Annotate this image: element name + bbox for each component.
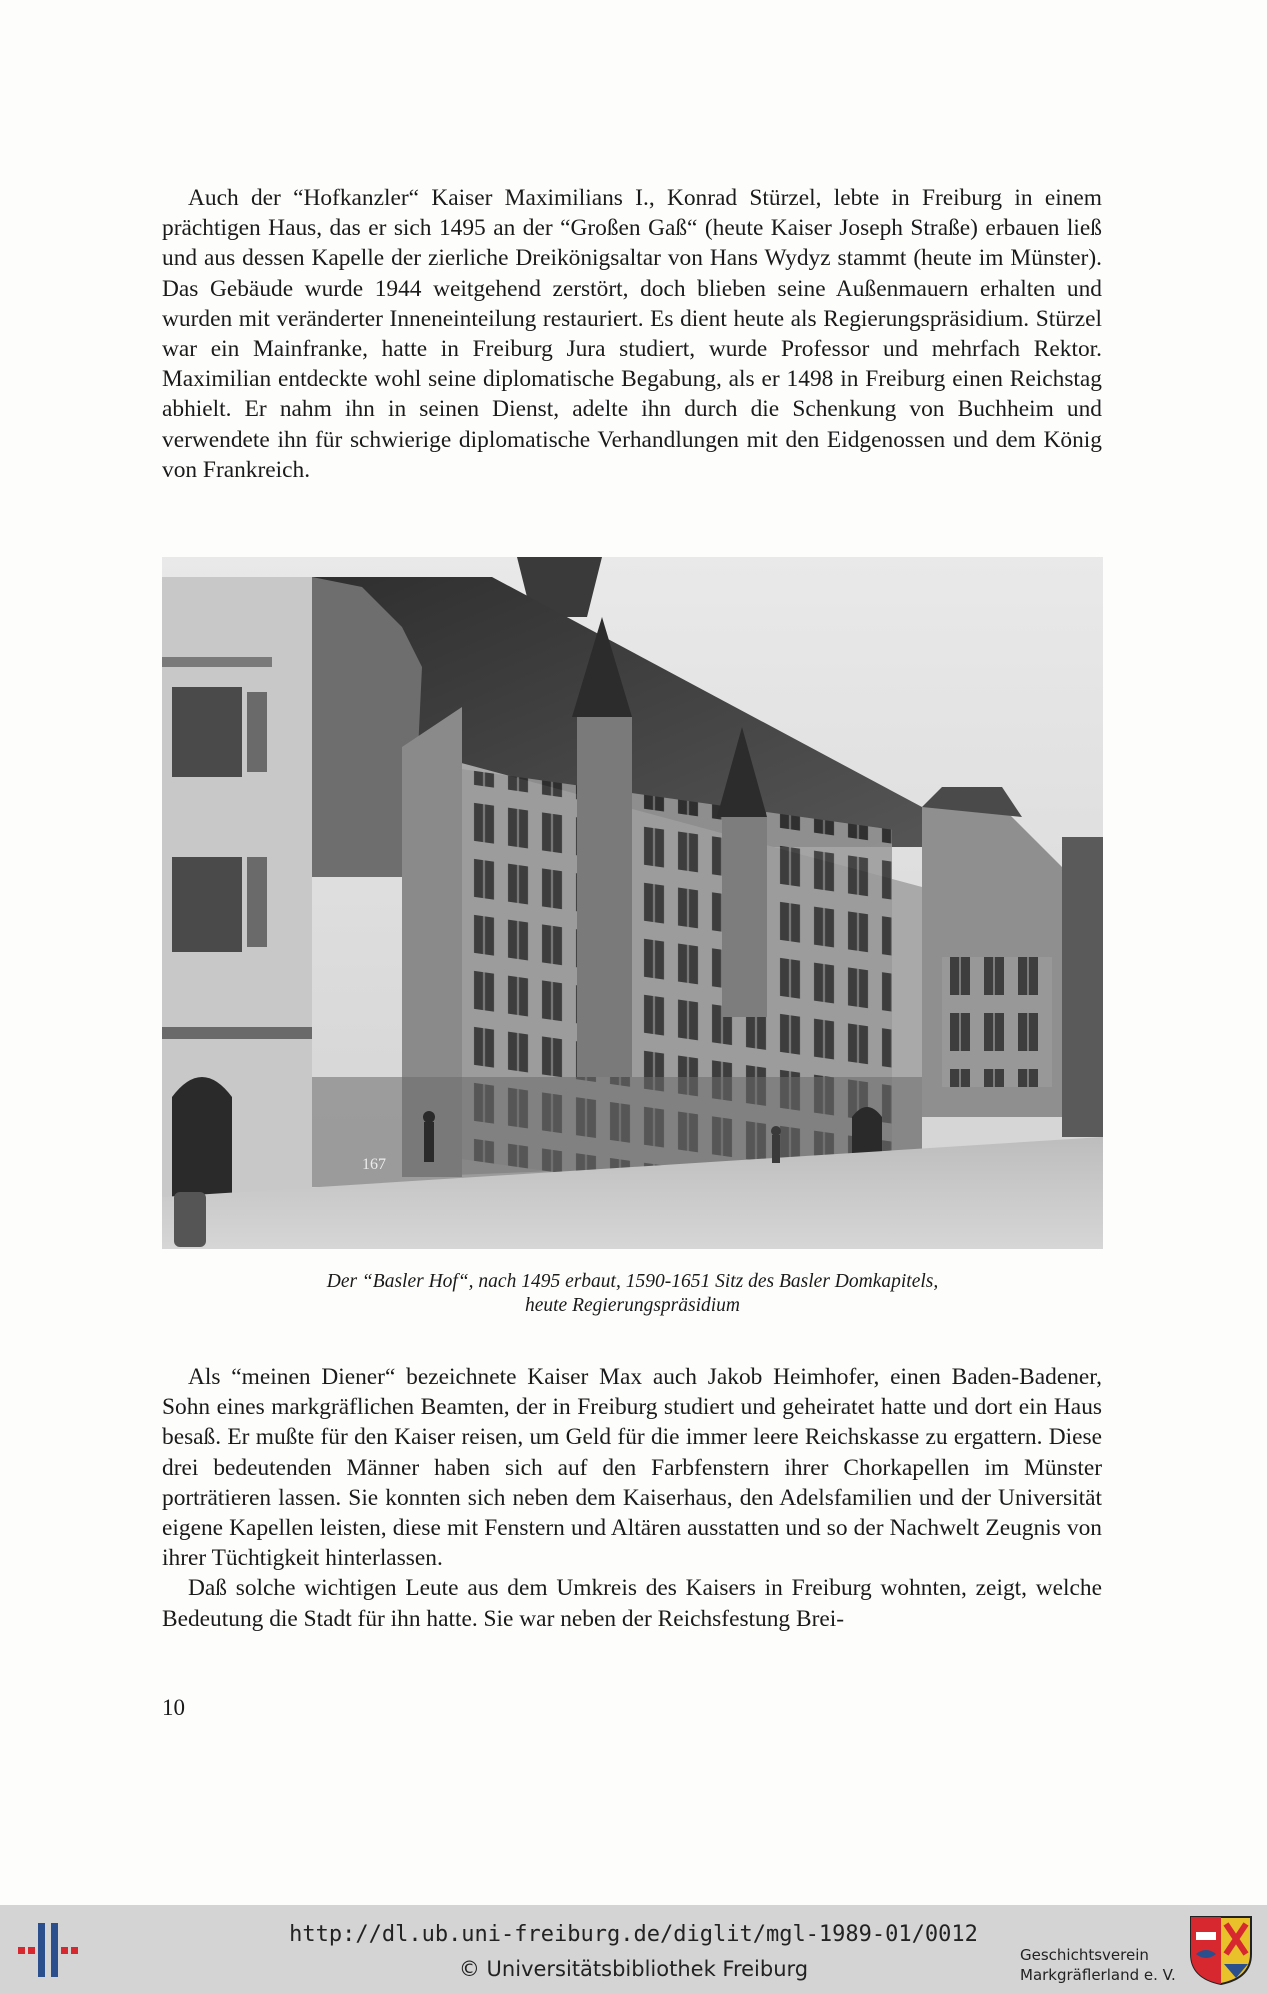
figure-caption [162, 1270, 1103, 1318]
paragraph-text: Auch der “Hofkanzler“ Kaiser Maximilians I., Konrad Stürzel, lebte in Freiburg in einem prächtigen Haus, das er sich 1495 an der “Großen Gaß“ (heute Kaiser Joseph Straße) erbauen ließ und aus dessen Kapelle der zierliche Dreikönigsaltar von Hans Wydyz stammt (heute im Münster). Das Gebäude wurde 1944 weitgehend zerstört, doch blieben seine Außenmauern erhalten und wurden mit veränderter Inneneinteilung restauriert. Es dient heute als Regierungspräsidium. Stürzel war ein Mainfranke, hatte in Freiburg Jura studiert, wurde Professor und mehrfach Rektor. Maximilian entdeckte wohl seine diplomatische Begabung, als er 1498 in Freiburg einen Reichstag abhielt. Er nahm ihn in seinen Dienst, adelte ihn durch die Schenkung von Buchheim und verwendete ihn für schwierige diplomatische Verhandlungen mit den Eidgenossen und dem König von Frankreich. [162, 185, 1102, 483]
society-name [1020, 1945, 1176, 1985]
basler-hof-photo [162, 557, 1103, 1249]
caption-line-2: heute Regierungspräsidium [524, 1295, 740, 1316]
caption-line-1: Der “Basler Hof“, nach 1495 erbaut, 1590-1651 Sitz des Basler Domkapitels, [326, 1271, 939, 1292]
page-number: 10 [162, 1695, 185, 1720]
document-url-link[interactable]: http://dl.ub.uni-freiburg.de/diglit/mgl-1989-01/0012 [289, 1922, 978, 1947]
society-line-1: Geschichtsverein [1020, 1946, 1149, 1964]
building-photo-illustration [162, 557, 1103, 1249]
coat-of-arms-icon[interactable] [1188, 1914, 1254, 1986]
copyright-notice: © Universitätsbibliothek Freiburg [458, 1957, 809, 1981]
paragraph-text: Daß solche wichtigen Leute aus dem Umkreis des Kaisers in Freiburg wohnten, zeigt, welche Bedeutung die Stadt für ihn hatte. Sie war neben der Reichsfestung Brei- [162, 1575, 1102, 1632]
viewer-footer [0, 1905, 1267, 1994]
body-paragraph-2 [162, 1362, 1102, 1634]
body-paragraph-1 [162, 183, 1102, 485]
society-line-2: Markgräflerland e. V. [1020, 1966, 1176, 1984]
photo-archive-mark: 167 [362, 1156, 386, 1173]
paragraph-text: Als “meinen Diener“ bezeichnete Kaiser Max auch Jakob Heimhofer, einen Baden-Badener, Sohn eines markgräflichen Beamten, der in Freiburg studiert und geheiratet hatte und dort ein Haus besaß. Er mußte für den Kaiser reisen, um Geld für die immer leere Reichskasse zu ergattern. Diese drei bedeutenden Männer haben sich auf den Farbfenstern ihrer Chorkapellen im Münster porträtieren lassen. Sie konnten sich neben dem Kaiserhaus, den Adelsfamilien und der Universität eigene Kapellen leisten, diese mit Fenstern und Altären ausstatten und so der Nachwelt Zeugnis von ihrer Tüchtigkeit hinterlassen. [162, 1364, 1102, 1572]
